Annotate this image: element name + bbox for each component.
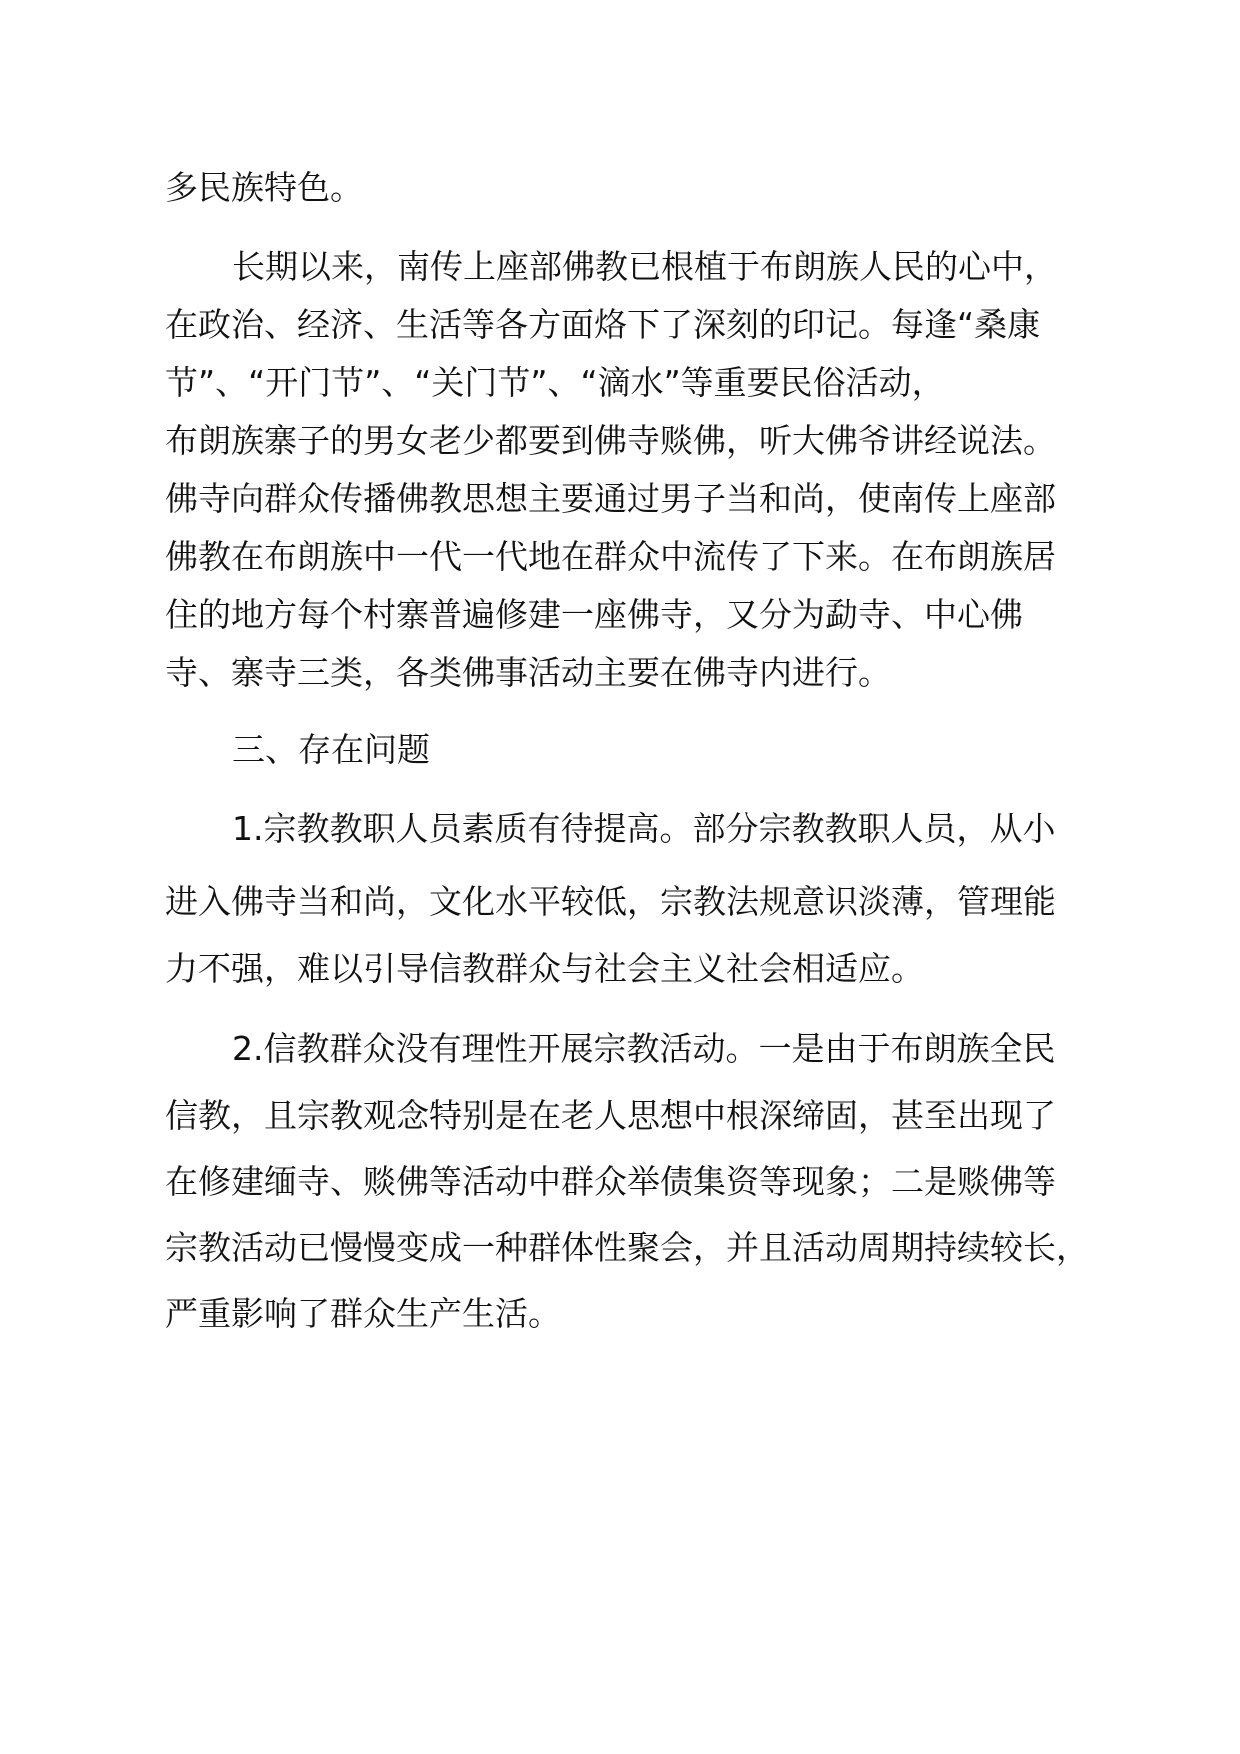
text-line: 寺、寨寺三类，各类佛事活动主要在佛寺内进行。 — [165, 653, 891, 692]
text-line: 信教，且宗教观念特别是在老人思想中根深缔固，甚至出现了 — [165, 1096, 1056, 1135]
text-line: 宗教活动已慢慢变成一种群体性聚会，并且活动周期持续较长， — [165, 1228, 1089, 1267]
text-line: 在政治、经济、生活等各方面烙下了深刻的印记。每逢“桑康 — [165, 305, 1041, 344]
text-line: 严重影响了群众生产生活。 — [165, 1294, 561, 1333]
text-line: 力不强，难以引导信教群众与社会主义社会相适应。 — [165, 949, 924, 988]
text-line: 佛教在布朗族中一代一代地在群众中流传了下来。在布朗族居 — [165, 537, 1056, 576]
text-line: 进入佛寺当和尚，文化水平较低，宗教法规意识淡薄，管理能 — [165, 882, 1056, 921]
text-line: 布朗族寨子的男女老少都要到佛寺赕佛，听大佛爷讲经说法。 — [165, 421, 1056, 460]
text-line: 2.信教群众没有理性开展宗教活动。一是由于布朗族全民 — [232, 1029, 1056, 1068]
text-line: 在修建缅寺、赕佛等活动中群众举债集资等现象；二是赕佛等 — [165, 1162, 1056, 1201]
text-line: 节”、“开门节”、“关门节”、“滴水”等重要民俗活动， — [165, 363, 945, 402]
text-line: 1.宗教教职人员素质有待提高。部分宗教教职人员，从小 — [232, 809, 1056, 848]
text-line: 多民族特色。 — [165, 168, 363, 207]
text-line: 长期以来，南传上座部佛教已根植于布朗族人民的心中， — [232, 247, 1057, 286]
text-line: 住的地方每个村寨普遍修建一座佛寺，又分为勐寺、中心佛 — [165, 595, 1023, 634]
text-line: 佛寺向群众传播佛教思想主要通过男子当和尚，使南传上座部 — [165, 479, 1056, 518]
section-heading: 三、存在问题 — [232, 730, 430, 769]
